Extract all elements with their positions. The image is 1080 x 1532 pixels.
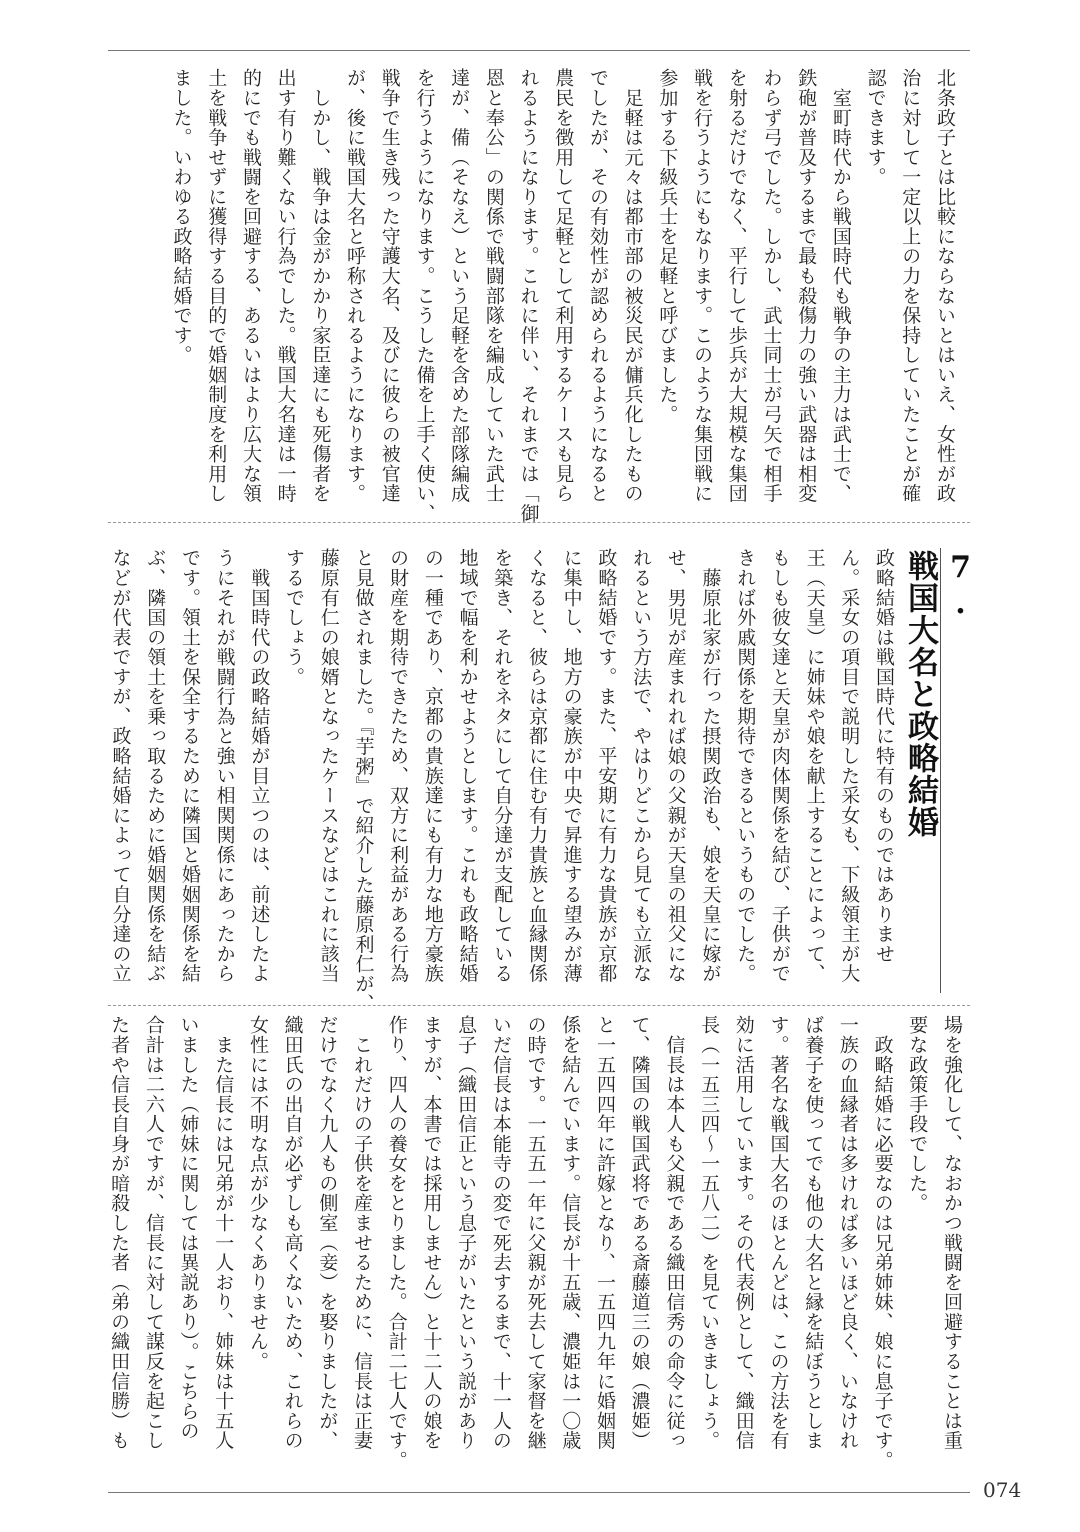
text-column: 効に活用しています。その代表例として、織田信	[732, 1015, 755, 1451]
text-column: 織田氏の出自が必ずしも高くないため、これらの	[281, 1015, 304, 1451]
text-column: 場を強化して、なおかつ戦闘を回避することは重	[941, 1015, 963, 1451]
text-column: ん。采女の項目で説明した采女も、下級領主が大	[838, 548, 861, 984]
text-column: 藤原有仁の娘婿となったケースなどはこれに該当	[317, 548, 340, 984]
text-column: でしたが、その有効性が認められるようになると	[586, 68, 609, 504]
text-column: だけでなく九人もの側室（妾）を娶りましたが、	[316, 1015, 339, 1451]
heading-number: 7.	[943, 550, 978, 622]
text-column: て、隣国の戦国武将である斎藤道三の娘（濃姫）	[628, 1015, 651, 1451]
text-section-2	[103, 548, 901, 1014]
text-column: いだ信長は本能寺の変で死去するまで、十一人の	[489, 1015, 512, 1451]
text-column: た者や信長自身が暗殺した者（弟の織田信勝）も	[108, 1015, 131, 1451]
text-column: を射るだけでなく、平行して歩兵が大規模な集団	[725, 68, 748, 504]
text-column: の財産を期待できたため、双方に利益がある行為	[387, 548, 410, 984]
text-column: 王（天皇）に姉妹や娘を献上することによって、	[803, 548, 826, 984]
text-column: 北条政子とは比較にならないとはいえ、女性が政	[934, 68, 956, 504]
section-divider	[108, 1005, 970, 1006]
text-column: 戦を行うようにもなります。このような集団戦に	[691, 68, 714, 504]
text-column: 認できます。	[864, 68, 887, 187]
bottom-rule	[108, 1492, 970, 1493]
text-column: の一種であり、京都の貴族達にも有力な地方豪族	[421, 548, 444, 984]
text-column: 係を結んでいます。信長が十五歳、濃姫は一〇歳	[559, 1015, 582, 1451]
text-column: と見做されました。『芋粥』で紹介した藤原利仁が、	[352, 548, 375, 1014]
text-column: ぶ、隣国の領土を乗っ取るために婚姻関係を結ぶ	[144, 548, 167, 984]
text-column: 戦国時代の政略結婚が目立つのは、前述したよ	[248, 548, 271, 984]
text-column: うにそれが戦闘行為と強い相関関係にあったから	[213, 548, 236, 984]
text-column: 鉄砲が普及するまで最も殺傷力の強い武器は相変	[795, 68, 818, 504]
text-column: 作り、四人の養女をとりました。合計二七人です。	[385, 1015, 408, 1470]
text-column: 参加する下級兵士を足軽と呼びました。	[656, 68, 679, 425]
text-column: ました。いわゆる政略結婚です。	[170, 68, 193, 365]
text-column: 達が、備（そなえ）という足軽を含めた部隊編成	[448, 68, 471, 504]
text-column: れるという方法で、やはりどこから見ても立派な	[630, 548, 653, 984]
top-rule	[108, 50, 970, 51]
text-column: れるようになります。これに伴い、それまでは「御	[517, 68, 540, 523]
text-column: するでしょう。	[283, 548, 306, 687]
text-column: 政略結婚は戦国時代に特有のものではありませ	[873, 548, 895, 964]
text-column: を行うようになります。こうした備を上手く使い、	[413, 68, 436, 523]
text-column: 要な政策手段でした。	[906, 1015, 929, 1213]
text-column: の時です。一五五一年に父親が死去して家督を継	[524, 1015, 547, 1451]
text-column: 土を戦争せずに獲得する目的で婚姻制度を利用し	[205, 68, 228, 504]
text-column: 政略結婚に必要なのは兄弟姉妹、娘に息子です。	[871, 1015, 894, 1470]
text-column: 政略結婚です。また、平安期に有力な貴族が京都	[595, 548, 618, 984]
text-column: ば養子を使ってでも他の大名と縁を結ぼうとしま	[802, 1015, 825, 1451]
text-column: 治に対して一定以上の力を保持していたことが確	[899, 68, 922, 504]
text-column: ますが、本書では採用しません）と十二人の娘を	[420, 1015, 443, 1451]
text-column: が、後に戦国大名と呼称されるようになります。	[344, 68, 367, 504]
text-column: 女性には不明な点が少なくありません。	[246, 1015, 269, 1372]
text-column: 息子（織田信正という息子がいたという説があり	[455, 1015, 478, 1451]
text-column: に集中し、地方の豪族が中央で昇進する望みが薄	[560, 548, 583, 984]
text-column: 足軽は元々は都市部の被災民が傭兵化したもの	[621, 68, 644, 504]
text-column: また信長には兄弟が十一人おり、姉妹は十五人	[212, 1015, 235, 1451]
text-column: もしも彼女達と天皇が肉体関係を結び、子供がで	[768, 548, 791, 984]
text-column: せ、男児が産まれれば娘の父親が天皇の祖父にな	[664, 548, 687, 984]
text-column: 農民を徴用して足軽として利用するケースも見ら	[552, 68, 575, 504]
section-heading	[900, 550, 980, 838]
text-column: 信長は本人も父親である織田信秀の命令に従っ	[663, 1015, 686, 1451]
text-column: す。著名な戦国大名のほとんどは、この方法を有	[767, 1015, 790, 1451]
text-section-3	[101, 1015, 969, 1470]
text-column: これだけの子供を産ませるために、信長は正妻	[351, 1015, 374, 1451]
heading-title: 戦国大名と政略結婚	[902, 550, 938, 838]
text-column: 室町時代から戦国時代も戦争の主力は武士で、	[829, 68, 852, 504]
text-column: いました（姉妹に関しては異説あり）。こちらの	[177, 1015, 200, 1441]
text-column: わらず弓でした。しかし、武士同士が弓矢で相手	[760, 68, 783, 504]
text-column: 戦争で生き残った守護大名、及びに彼らの被官達	[378, 68, 401, 504]
text-section-1	[164, 68, 962, 523]
text-column: です。領土を保全するために隣国と婚姻関係を結	[178, 548, 201, 984]
text-column: きれば外戚関係を期待できるというものでした。	[734, 548, 757, 984]
text-column: 藤原北家が行った摂関政治も、娘を天皇に嫁が	[699, 548, 722, 984]
text-column: などが代表ですが、政略結婚によって自分達の立	[109, 548, 132, 984]
text-column: を築き、それをネタにして自分達が支配している	[491, 548, 514, 984]
text-column: 一族の血縁者は多ければ多いほど良く、いなけれ	[836, 1015, 859, 1451]
text-column: しかし、戦争は金がかかり家臣達にも死傷者を	[309, 68, 332, 504]
text-column: 合計は二六人ですが、信長に対して謀反を起こし	[142, 1015, 165, 1451]
text-column: くなると、彼らは京都に住む有力貴族と血縁関係	[525, 548, 548, 984]
page-number: 074	[983, 1478, 1022, 1502]
text-column: 長（一五三四～一五八二）を見ていきましょう。	[698, 1015, 721, 1451]
text-column: 的にでも戦闘を回避する、あるいはより広大な領	[239, 68, 262, 504]
text-column: 出す有り難くない行為でした。戦国大名達は一時	[274, 68, 297, 504]
text-column: 地域で幅を利かせようとします。これも政略結婚	[456, 548, 479, 984]
text-column: 恩と奉公」の関係で戦闘部隊を編成していた武士	[482, 68, 505, 504]
text-column: と一五四四年に許嫁となり、一五四九年に婚姻関	[593, 1015, 616, 1451]
